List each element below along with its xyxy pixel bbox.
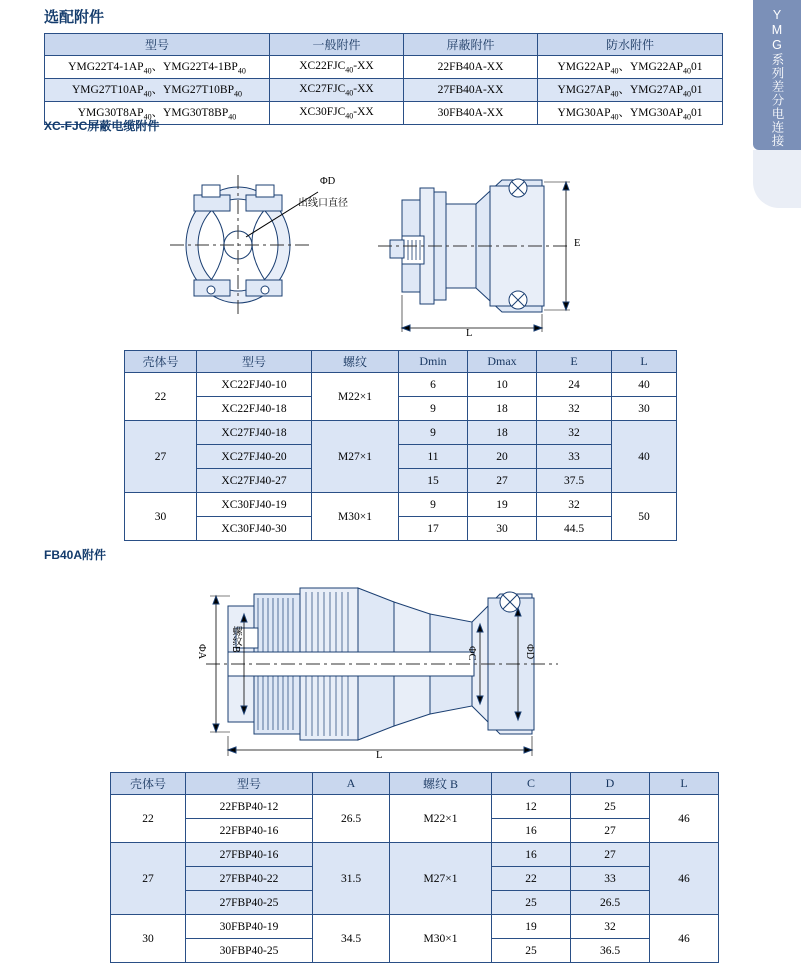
cell-dmax: 18	[468, 397, 537, 421]
side-tab-label: YMG系列差分电连接器	[722, 8, 784, 148]
side-tab-tail	[753, 150, 801, 208]
table-row	[125, 445, 677, 469]
table-row	[125, 517, 677, 541]
cell-dmax: 10	[468, 373, 537, 397]
cell-dmin: 17	[399, 517, 468, 541]
cell-e: 32	[537, 397, 612, 421]
label-phi-c: ΦC	[466, 646, 477, 661]
col-l: L	[650, 773, 719, 795]
cell-shell: 22	[125, 373, 197, 421]
table-row	[125, 397, 677, 421]
cell-c: 16	[492, 819, 571, 843]
cell-c: 25	[492, 939, 571, 963]
cell-dmin: 9	[399, 397, 468, 421]
cell-dmax: 20	[468, 445, 537, 469]
cell-dmin: 9	[399, 421, 468, 445]
col-dmax: Dmax	[468, 351, 537, 373]
label-l: L	[466, 328, 473, 339]
col-general: 一般附件	[270, 34, 404, 56]
page-title: 选配附件	[44, 9, 105, 26]
cell-model: 30FBP40-19	[186, 915, 313, 939]
cell-general: $XC22FJC_{40}-XX$	[270, 56, 404, 79]
cell-model: 27FBP40-25	[186, 891, 313, 915]
cell-l: 40	[612, 421, 677, 493]
xc-fjc-svg	[150, 140, 620, 340]
cell-thread: M27×1	[312, 421, 399, 493]
cell-model: XC27FJ40-27	[197, 469, 312, 493]
section-title-xc-fjc: XC-FJC屏蔽电缆附件	[44, 119, 160, 133]
cell-model: 30FBP40-25	[186, 939, 313, 963]
table-row	[45, 56, 723, 79]
cell-shell: 22	[111, 795, 186, 843]
cell-l: 40	[612, 373, 677, 397]
label-thread-b: 螺纹B	[230, 626, 241, 653]
cell-dmin: 6	[399, 373, 468, 397]
cell-c: 22	[492, 867, 571, 891]
cell-dmin: 15	[399, 469, 468, 493]
cell-model: XC30FJ40-19	[197, 493, 312, 517]
cell-l: 30	[612, 397, 677, 421]
cell-model: 27FBP40-16	[186, 843, 313, 867]
cell-dmax: 19	[468, 493, 537, 517]
cell-a: 26.5	[313, 795, 390, 843]
cell-e: 32	[537, 421, 612, 445]
col-shield: 屏蔽附件	[404, 34, 538, 56]
col-l: L	[612, 351, 677, 373]
col-a: A	[313, 773, 390, 795]
cell-a: 31.5	[313, 843, 390, 915]
cell-d: 25	[571, 795, 650, 819]
table-row	[111, 795, 719, 819]
cell-shield: 22FB40A-XX	[404, 56, 538, 79]
fb40a-drawing	[180, 568, 600, 764]
cell-d: 27	[571, 843, 650, 867]
cell-model: $YMG30T8AP_{40}$、$YMG30T8BP_{40}$	[45, 102, 270, 125]
label-e: E	[574, 238, 581, 249]
fb40a-svg	[180, 568, 600, 764]
col-d: D	[571, 773, 650, 795]
cell-model: $YMG27T10AP_{40}$、$YMG27T10BP_{40}$	[45, 79, 270, 102]
col-model: 型号	[186, 773, 313, 795]
cell-waterproof: $YMG27AP_{40}$、$YMG27AP_{40}01$	[538, 79, 723, 102]
cell-d: 32	[571, 915, 650, 939]
label-phi-d: ΦD	[524, 644, 535, 660]
cell-l: 46	[650, 915, 719, 963]
table-header-row	[45, 34, 723, 56]
col-c: C	[492, 773, 571, 795]
table-header-row	[111, 773, 719, 795]
cell-model: 22FBP40-16	[186, 819, 313, 843]
table-row	[111, 843, 719, 867]
col-shell: 壳体号	[125, 351, 197, 373]
col-thread-b: 螺纹 B	[390, 773, 492, 795]
cell-general: $XC27FJC_{40}-XX$	[270, 79, 404, 102]
cell-shell: 27	[111, 843, 186, 915]
table-header-row	[125, 351, 677, 373]
cell-e: 32	[537, 493, 612, 517]
cell-shell: 30	[125, 493, 197, 541]
col-model: 型号	[45, 34, 270, 56]
cell-shield: 27FB40A-XX	[404, 79, 538, 102]
cell-d: 26.5	[571, 891, 650, 915]
cell-waterproof: $YMG30AP_{40}$、$YMG30AP_{40}01$	[538, 102, 723, 125]
cell-thread: M22×1	[312, 373, 399, 421]
table-row	[111, 915, 719, 939]
cell-l: 46	[650, 795, 719, 843]
cell-l: 46	[650, 843, 719, 915]
cell-dmax: 18	[468, 421, 537, 445]
col-thread: 螺纹	[312, 351, 399, 373]
cell-model: XC22FJ40-10	[197, 373, 312, 397]
cell-c: 16	[492, 843, 571, 867]
col-e: E	[537, 351, 612, 373]
cell-c: 12	[492, 795, 571, 819]
cell-shield: 30FB40A-XX	[404, 102, 538, 125]
col-model: 型号	[197, 351, 312, 373]
label-phi-a: ΦA	[196, 644, 207, 660]
table-row	[125, 469, 677, 493]
cell-c: 19	[492, 915, 571, 939]
col-waterproof: 防水附件	[538, 34, 723, 56]
cell-d: 33	[571, 867, 650, 891]
cell-e: 24	[537, 373, 612, 397]
col-dmin: Dmin	[399, 351, 468, 373]
cell-e: 33	[537, 445, 612, 469]
cell-c: 25	[492, 891, 571, 915]
fb40a-spec-table	[110, 772, 719, 963]
section-title-fb40a: FB40A附件	[44, 548, 107, 562]
cell-model: 27FBP40-22	[186, 867, 313, 891]
label-l: L	[376, 750, 383, 761]
cell-thread: M30×1	[312, 493, 399, 541]
cell-model: XC27FJ40-20	[197, 445, 312, 469]
col-shell: 壳体号	[111, 773, 186, 795]
table-row	[125, 493, 677, 517]
cell-model: XC22FJ40-18	[197, 397, 312, 421]
cell-waterproof: $YMG22AP_{40}$、$YMG22AP_{40}01$	[538, 56, 723, 79]
cell-dmax: 27	[468, 469, 537, 493]
cell-e: 37.5	[537, 469, 612, 493]
cell-general: $XC30FJC_{40}-XX$	[270, 102, 404, 125]
xc-fjc-drawing	[150, 140, 620, 340]
cell-thread-b: M30×1	[390, 915, 492, 963]
cell-e: 44.5	[537, 517, 612, 541]
cell-model: $YMG22T4-1AP_{40}$、$YMG22T4-1BP_{40}$	[45, 56, 270, 79]
cell-model: XC27FJ40-18	[197, 421, 312, 445]
cell-shell: 30	[111, 915, 186, 963]
label-outlet-diameter: 出线口直径	[298, 198, 348, 209]
table-row	[125, 373, 677, 397]
cell-d: 27	[571, 819, 650, 843]
cell-dmax: 30	[468, 517, 537, 541]
cell-a: 34.5	[313, 915, 390, 963]
table-row	[125, 421, 677, 445]
cell-d: 36.5	[571, 939, 650, 963]
optional-accessory-table	[44, 33, 723, 125]
xc-fjc-spec-table	[124, 350, 677, 541]
cell-shell: 27	[125, 421, 197, 493]
cell-thread-b: M22×1	[390, 795, 492, 843]
cell-model: 22FBP40-12	[186, 795, 313, 819]
cell-thread-b: M27×1	[390, 843, 492, 915]
cell-l: 50	[612, 493, 677, 541]
label-phi-d: ΦD	[320, 176, 336, 187]
cell-dmin: 9	[399, 493, 468, 517]
cell-model: XC30FJ40-30	[197, 517, 312, 541]
table-row	[45, 79, 723, 102]
side-tab	[722, 0, 801, 150]
cell-dmin: 11	[399, 445, 468, 469]
